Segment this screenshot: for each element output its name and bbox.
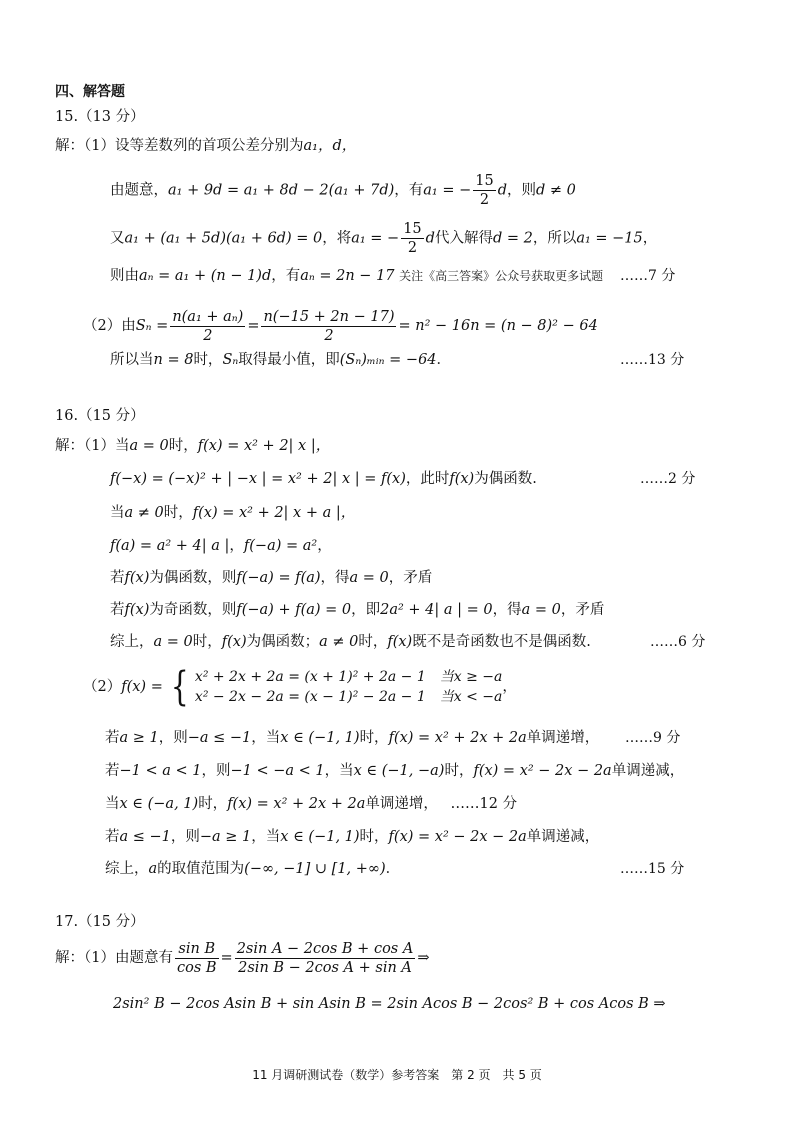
math: = <box>220 950 233 966</box>
text: 由题意， <box>110 182 168 199</box>
q16-line6 <box>110 600 604 620</box>
math: f(x) <box>124 602 150 618</box>
text: ，则 <box>201 763 231 779</box>
fraction <box>175 940 219 977</box>
math: a₁，d， <box>303 138 357 154</box>
q15-line1 <box>55 136 356 156</box>
q17-line2: 2sin² B − 2cos Asin B + sin Asin B = 2sin Acos B − 2cos² B + cos Acos B ⇒ <box>113 996 666 1012</box>
text: ， <box>317 538 332 554</box>
text: ，矛盾 <box>560 602 605 618</box>
math: x ∈ (−1, 1) <box>280 730 360 746</box>
text: 若 <box>105 829 120 845</box>
q17-header: 17.（15 分） <box>55 914 145 930</box>
math: x ∈ (−1, 1) <box>280 829 360 845</box>
text: 当 <box>110 505 125 521</box>
q16-line2 <box>110 469 537 489</box>
text: ，得 <box>492 602 522 618</box>
text: 单调递增， <box>365 796 438 812</box>
math: aₙ = 2n − 17 <box>300 268 395 284</box>
math: a ≠ 0 <box>319 634 359 650</box>
math: (Sₙ)ₘᵢₙ = −64 <box>339 352 437 368</box>
text: 若 <box>110 570 125 586</box>
text: 时， <box>359 730 389 746</box>
math: a = 0 <box>349 570 389 586</box>
text: 若 <box>110 602 125 618</box>
math: f(−a) + f(a) = 0 <box>236 602 352 618</box>
frac-den: 2sin B − 2cos A + sin A <box>238 959 412 976</box>
score-6: ……6 分 <box>650 634 706 650</box>
text: ， <box>642 230 658 247</box>
text: 为偶函数，则 <box>149 570 237 586</box>
frac-den: cos B <box>176 959 217 976</box>
math: f(−a) = a² <box>243 538 318 554</box>
text: ． <box>436 352 452 368</box>
q15-header: 15.（13 分） <box>55 109 145 125</box>
case-2: x² − 2x − 2a = (x − 1)² − 2a − 1 当x < −a <box>194 689 503 705</box>
text: 解：（1）当 <box>55 438 130 454</box>
math: −1 < a < 1 <box>119 763 202 779</box>
frac-den: 2 <box>407 240 418 256</box>
frac-den: 2 <box>479 192 490 208</box>
text: 若 <box>105 763 120 779</box>
text: ． <box>385 861 401 877</box>
math: f(x) <box>221 634 247 650</box>
frac-num: 15 <box>475 173 494 189</box>
q16-line7 <box>110 632 591 652</box>
text: 单调递增， <box>526 730 600 746</box>
math: aₙ = a₁ + (n − 1)d <box>139 268 272 284</box>
left-brace: { <box>171 664 190 710</box>
text: ，当 <box>324 763 354 779</box>
math: f(x) = x² − 2x − 2a <box>473 763 612 779</box>
math: d <box>497 182 508 199</box>
math: f(x) <box>124 570 150 586</box>
text: ，当 <box>251 829 281 845</box>
q16-line1 <box>55 436 330 456</box>
fraction <box>401 220 423 257</box>
score-9: ……9 分 <box>625 730 681 746</box>
q15-line5 <box>83 306 598 346</box>
frac-num: 15 <box>403 221 422 237</box>
fraction <box>235 940 416 977</box>
score-2: ……2 分 <box>640 471 696 487</box>
math: a ≥ 1 <box>119 730 159 746</box>
math: d <box>425 230 435 247</box>
text: ， <box>229 538 244 554</box>
frac-num: n(a₁ + aₙ) <box>172 308 244 325</box>
q15-line2 <box>110 172 576 209</box>
fraction <box>170 308 245 345</box>
q16-line3 <box>110 503 355 523</box>
text: ，则 <box>158 730 188 746</box>
math: f(x) = x² + 2| x |， <box>197 438 331 454</box>
frac-num: 2sin A − 2cos B + cos A <box>236 940 414 957</box>
text: （2）由 <box>83 318 136 334</box>
text: 当 <box>105 796 120 812</box>
text: 时， <box>359 829 389 845</box>
math: a₁ = − <box>423 182 472 199</box>
text: 解：（1）由题意有 <box>55 950 173 966</box>
text: 为奇函数，则 <box>149 602 237 618</box>
math: d ≠ 0 <box>536 182 576 199</box>
case-1: x² + 2x + 2a = (x + 1)² + 2a − 1 当x ≥ −a <box>194 669 503 685</box>
math: f(x) = x² + 2| x + a |， <box>192 505 356 521</box>
text: 时， <box>163 505 193 521</box>
q17-line1 <box>55 938 429 978</box>
text: 单调递减， <box>526 829 600 845</box>
score-13: ……13 分 <box>620 352 685 368</box>
text: 代入解得 <box>434 230 493 247</box>
text: 则由 <box>110 268 139 284</box>
math: a ≤ −1 <box>119 829 171 845</box>
q16-line11 <box>105 794 517 814</box>
q16-line9 <box>105 728 599 748</box>
q15-line4 <box>110 266 603 286</box>
text: 取得最小值，即 <box>238 352 340 368</box>
text: 时， <box>193 352 223 368</box>
math: d = 2 <box>492 230 533 247</box>
text: ，此时 <box>405 471 450 487</box>
text: ，有 <box>271 268 301 284</box>
math: = <box>247 318 260 334</box>
text: 时， <box>168 438 198 454</box>
math: f(x) = <box>121 679 163 695</box>
math: −a ≥ 1 <box>199 829 252 845</box>
section-title: 四、解答题 <box>55 84 125 100</box>
page-footer: 11 月调研测试卷（数学）参考答案 第 2 页 共 5 页 <box>252 1068 542 1082</box>
math: f(−a) = f(a) <box>236 570 321 586</box>
text: 时， <box>358 634 388 650</box>
math: a = 0 <box>153 634 193 650</box>
math: x ∈ (−1, −a) <box>353 763 445 779</box>
text: 综上， <box>105 861 149 877</box>
math: f(x) = x² − 2x − 2a <box>388 829 527 845</box>
q16-header: 16.（15 分） <box>55 408 145 424</box>
math: a₁ = − <box>351 230 400 247</box>
text: 既不是奇函数也不是偶函数. <box>412 634 591 650</box>
q16-line13 <box>105 859 400 879</box>
math: a <box>148 861 158 877</box>
math: a₁ + (a₁ + 5d)(a₁ + 6d) = 0 <box>124 230 323 247</box>
cases <box>195 667 502 707</box>
frac-num: sin B <box>175 940 219 959</box>
text: ，当 <box>251 730 281 746</box>
math: a ≠ 0 <box>124 505 164 521</box>
math: f(x) = x² + 2x + 2a <box>388 730 527 746</box>
math: a₁ = −15 <box>576 230 643 247</box>
math: −1 < −a < 1 <box>230 763 325 779</box>
math: Sₙ <box>222 352 239 368</box>
text: 时， <box>192 634 222 650</box>
fraction <box>261 308 396 345</box>
math: −a ≤ −1 <box>187 730 252 746</box>
math: a = 0 <box>521 602 561 618</box>
frac-den: 2 <box>324 327 334 344</box>
text: 为偶函数； <box>246 634 320 650</box>
text: 时， <box>444 763 474 779</box>
math: f(x) <box>449 471 475 487</box>
frac-den: 2 <box>203 327 213 344</box>
text: 所以当 <box>110 352 154 368</box>
text: 的取值范围为 <box>157 861 245 877</box>
text: 时， <box>198 796 228 812</box>
text: ，则 <box>170 829 200 845</box>
q16-line8 <box>83 664 517 710</box>
text: 若 <box>105 730 120 746</box>
watermark-note: 关注《高三答案》公众号获取更多试题 <box>399 269 604 283</box>
math: = n² − 16n = (n − 8)² − 64 <box>398 318 598 334</box>
score-15: ……15 分 <box>620 861 685 877</box>
math: x ∈ (−a, 1) <box>119 796 199 812</box>
math: f(−x) = (−x)² + | −x | = x² + 2| x | = f(x) <box>110 471 406 487</box>
text: （2） <box>83 679 122 695</box>
text: ， <box>502 679 517 695</box>
q16-line4 <box>110 536 332 556</box>
implies: ⇒ <box>417 950 430 966</box>
q15-line6 <box>110 350 451 370</box>
q15-line3 <box>110 220 657 257</box>
text: 综上， <box>110 634 154 650</box>
text: ，则 <box>507 182 537 199</box>
text: ，将 <box>322 230 352 247</box>
text: ，矛盾 <box>388 570 433 586</box>
math: 2a² + 4| a | = 0 <box>380 602 493 618</box>
math: a = 0 <box>129 438 169 454</box>
text: ，即 <box>351 602 381 618</box>
piecewise <box>167 664 503 710</box>
score-7: ……7 分 <box>620 268 676 284</box>
math: f(x) = x² + 2x + 2a <box>227 796 366 812</box>
math: f(a) = a² + 4| a | <box>110 538 230 554</box>
text: 单调递减， <box>611 763 685 779</box>
math: a₁ + 9d = a₁ + 8d − 2(a₁ + 7d) <box>168 182 395 199</box>
text: ，有 <box>394 182 424 199</box>
math: n = 8 <box>153 352 194 368</box>
q16-line12 <box>105 827 599 847</box>
math: Sₙ = <box>135 318 169 334</box>
text: ，得 <box>320 570 350 586</box>
math: (−∞, −1] ∪ [1, +∞) <box>244 861 386 877</box>
frac-num: n(−15 + 2n − 17) <box>263 308 395 325</box>
text: 又 <box>110 230 125 247</box>
score-12: ……12 分 <box>450 796 518 812</box>
q16-line10 <box>105 761 684 781</box>
text: 解：（1）设等差数列的首项公差分别为 <box>55 138 304 154</box>
fraction <box>473 172 495 209</box>
text: ，所以 <box>532 230 577 247</box>
math: f(x) <box>387 634 413 650</box>
q16-line5 <box>110 568 432 588</box>
text: 为偶函数. <box>474 471 537 487</box>
